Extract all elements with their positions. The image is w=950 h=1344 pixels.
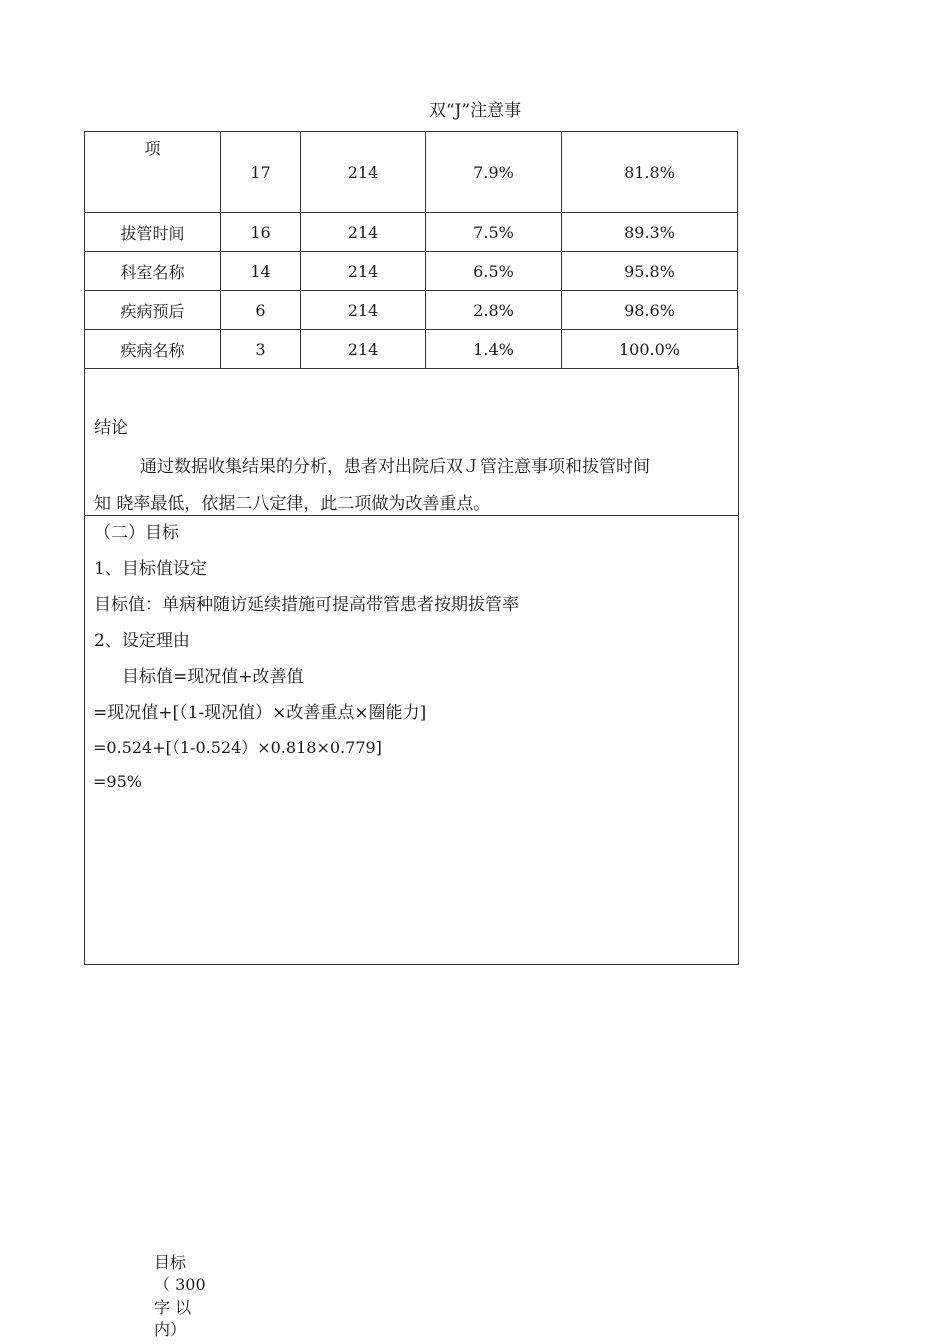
table-cell-label: 疾病预后 — [85, 291, 221, 330]
table-row — [85, 291, 738, 330]
table-cell-count: 14 — [221, 252, 301, 291]
table-cell-label: 项 — [85, 132, 221, 213]
table-row — [85, 252, 738, 291]
formula-line: 目标值=现况值+改善值 — [122, 667, 304, 687]
data-table — [84, 131, 738, 369]
table-row — [85, 213, 738, 252]
table-cell-cumulative: 98.6% — [562, 291, 738, 330]
table-cell-label: 拔管时间 — [85, 213, 221, 252]
target-item-2: 2、设定理由 — [94, 631, 190, 651]
target-value-text: 目标值：单病种随访延续措施可提高带管患者按期拔管率 — [94, 595, 519, 615]
conclusion-text-line-2: 知 晓率最低，依据二八定律，此二项做为改善重点。 — [94, 494, 491, 514]
conclusion-heading: 结论 — [94, 418, 128, 438]
table-cell-percent: 7.9% — [426, 132, 562, 213]
table-cell-label: 疾病名称 — [85, 330, 221, 369]
table-cell-count: 17 — [221, 132, 301, 213]
table-cell-total: 214 — [301, 252, 426, 291]
footnote-line-1: 目标 — [154, 1253, 187, 1272]
table-cell-total: 214 — [301, 132, 426, 213]
table-cell-cumulative: 100.0% — [562, 330, 738, 369]
table-cell-cumulative: 81.8% — [562, 132, 738, 213]
table-cell-percent: 6.5% — [426, 252, 562, 291]
formula-result: =95% — [93, 772, 142, 791]
conclusion-text-line-1: 通过数据收集结果的分析，患者对出院后双Ｊ管注意事项和拔管时间 — [140, 457, 650, 477]
table-cell-cumulative: 95.8% — [562, 252, 738, 291]
formula-line-3: =0.524+[（1-0.524）×0.818×0.779] — [93, 738, 382, 757]
footnote-line-3: 字 以 — [154, 1298, 192, 1317]
section-heading: （二）目标 — [94, 523, 179, 543]
table-cell-total: 214 — [301, 291, 426, 330]
table-cell-label: 科室名称 — [85, 252, 221, 291]
table-cell-count: 6 — [221, 291, 301, 330]
table-cell-total: 214 — [301, 330, 426, 369]
table-row — [85, 330, 738, 369]
page-title: 双“J”注意事 — [428, 101, 522, 121]
target-item-1: 1、目标值设定 — [94, 559, 207, 579]
footnote-line-4: 内） — [154, 1320, 187, 1339]
table-row — [85, 132, 738, 213]
table-cell-percent: 2.8% — [426, 291, 562, 330]
table-cell-count: 16 — [221, 213, 301, 252]
conclusion-section — [84, 366, 739, 516]
formula-line-2: =现况值+[（1-现况值）×改善重点×圈能力] — [93, 703, 427, 723]
table-cell-count: 3 — [221, 330, 301, 369]
table-cell-cumulative: 89.3% — [562, 213, 738, 252]
table-cell-percent: 1.4% — [426, 330, 562, 369]
target-section — [84, 515, 739, 965]
table-cell-total: 214 — [301, 213, 426, 252]
footnote-line-2: （ 300 — [154, 1275, 206, 1294]
table-cell-percent: 7.5% — [426, 213, 562, 252]
